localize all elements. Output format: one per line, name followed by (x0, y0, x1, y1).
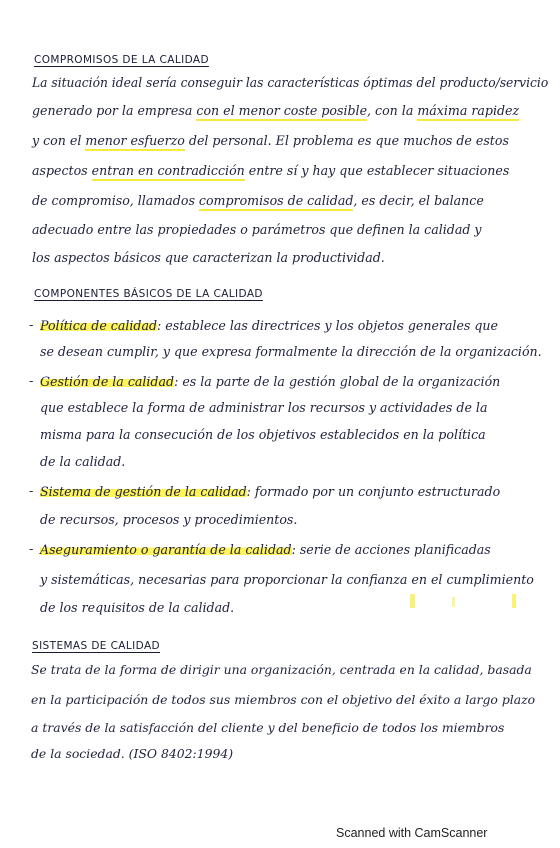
gestion-line-3: misma para la consecución de los objetivos establecidos en la política (40, 427, 486, 442)
text-segment: : es la parte de la gestión global de la organización (174, 374, 501, 389)
compromisos-line-3 (32, 133, 509, 148)
underlined-phrase: menor esfuerzo (85, 133, 185, 151)
sistemas-line-4: de la sociedad. (ISO 8402:1994) (31, 746, 234, 761)
sistemas-line-1: Se trata de la forma de dirigir una organización, centrada en la calidad, basada (31, 662, 532, 677)
underlined-phrase: entran en contradicción (92, 163, 245, 181)
compromisos-line-4 (32, 163, 509, 178)
compromisos-line-5 (32, 193, 484, 208)
term-aseguramiento: Aseguramiento o garantía de la calidad (40, 542, 292, 557)
bullet-dash: - (29, 542, 34, 557)
text-segment: generado por la empresa (32, 103, 193, 118)
text-segment: : serie de acciones planificadas (291, 542, 491, 557)
scanner-watermark: Scanned with CamScanner (336, 826, 488, 840)
term-sistema: Sistema de gestión de la calidad (40, 484, 247, 499)
sistema-line-2: de recursos, procesos y procedimientos. (40, 512, 298, 527)
text-segment: aspectos (32, 163, 88, 178)
text-segment: , con la (367, 103, 414, 118)
gestion-line-2: que establece la forma de administrar los recursos y actividades de la (40, 400, 488, 415)
bullet-dash: - (29, 374, 34, 389)
compromisos-line-1: La situación ideal sería conseguir las características óptimas del producto/servicio (32, 75, 549, 90)
aseguramiento-line-2: y sistemáticas, necesarias para proporcionar la confianza en el cumplimiento (40, 572, 534, 587)
bullet-dash: - (29, 484, 34, 499)
highlighter-mark (512, 594, 516, 608)
sistemas-line-3: a través de la satisfacción del cliente y del beneficio de todos los miembros (31, 720, 505, 735)
aseguramiento-line-1 (40, 542, 491, 557)
gestion-line-1 (40, 374, 500, 389)
term-politica: Política de calidad (40, 318, 158, 333)
sistema-line-1 (40, 484, 500, 499)
text-segment: de compromiso, llamados (32, 193, 195, 208)
heading-componentes: COMPONENTES BÁSICOS DE LA CALIDAD (34, 288, 263, 300)
compromisos-line-6: adecuado entre las propiedades o parámetros que definen la calidad y (32, 222, 482, 237)
heading-sistemas: SISTEMAS DE CALIDAD (32, 640, 161, 652)
sistemas-line-2: en la participación de todos sus miembros con el objetivo del éxito a largo plazo (31, 692, 536, 707)
politica-line-1 (40, 318, 498, 333)
aseguramiento-line-3: de los requisitos de la calidad. (40, 600, 235, 615)
text-segment: y con el (32, 133, 82, 148)
text-segment: : formado por un conjunto estructurado (246, 484, 501, 499)
politica-line-2: se desean cumplir, y que expresa formalmente la dirección de la organización. (40, 344, 542, 359)
bullet-dash: - (29, 318, 34, 333)
text-segment: del personal. El problema es que muchos de estos (188, 133, 509, 148)
compromisos-line-7: los aspectos básicos que caracterizan la productividad. (32, 250, 385, 265)
underlined-phrase: máxima rapidez (417, 103, 519, 121)
highlighter-mark (410, 594, 415, 608)
highlighter-mark (452, 597, 455, 607)
gestion-line-4: de la calidad. (40, 454, 126, 469)
term-gestion: Gestión de la calidad (40, 374, 175, 389)
underlined-phrase: compromisos de calidad (199, 193, 354, 211)
text-segment: entre sí y hay que establecer situaciones (248, 163, 510, 178)
text-segment: , es decir, el balance (353, 193, 484, 208)
text-segment: : establece las directrices y los objetos generales que (157, 318, 498, 333)
heading-compromisos: COMPROMISOS DE LA CALIDAD (34, 54, 209, 66)
compromisos-line-2 (32, 103, 519, 118)
underlined-phrase: con el menor coste posible (196, 103, 367, 121)
